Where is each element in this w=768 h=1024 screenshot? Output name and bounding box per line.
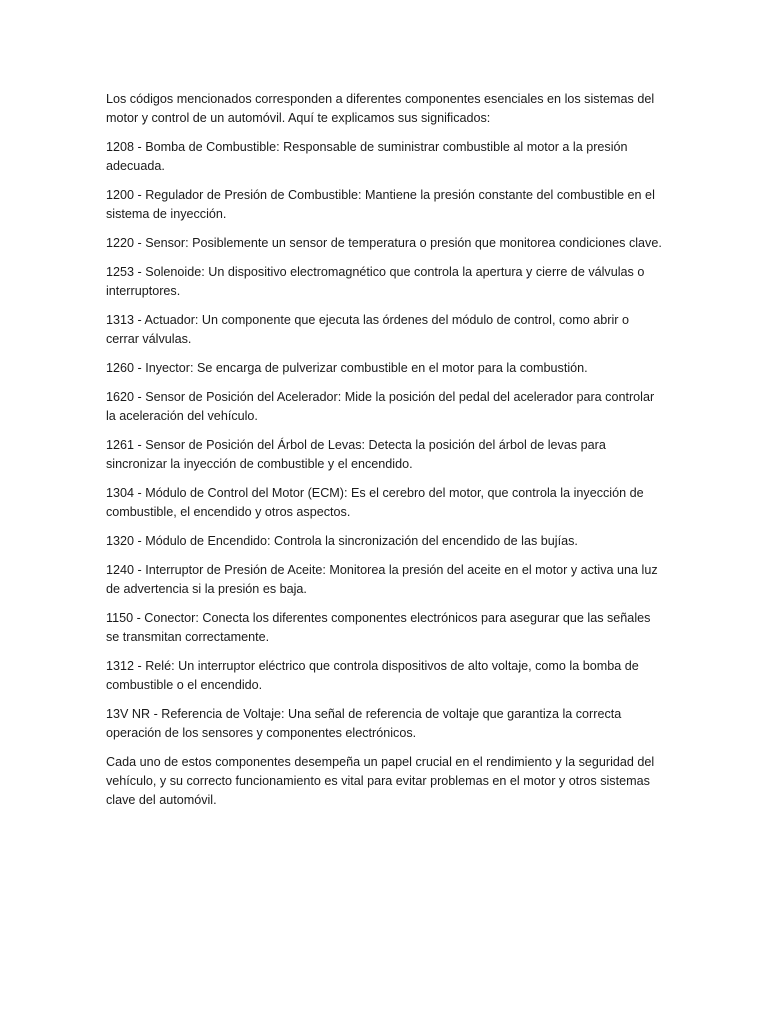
code-1304-paragraph: 1304 - Módulo de Control del Motor (ECM): Es el cerebro del motor, que controla la inyección de combustible, el encendido y otros aspectos. bbox=[106, 486, 644, 519]
code-1313-paragraph: 1313 - Actuador: Un componente que ejecuta las órdenes del módulo de control, como abrir o cerrar válvulas. bbox=[106, 313, 629, 346]
code-1208-paragraph: 1208 - Bomba de Combustible: Responsable de suministrar combustible al motor a la presión adecuada. bbox=[106, 140, 628, 173]
code-1240-paragraph: 1240 - Interruptor de Presión de Aceite: Monitorea la presión del aceite en el motor y activa una luz de advertencia si la presión es baja. bbox=[106, 563, 658, 596]
conclusion-paragraph: Cada uno de estos componentes desempeña un papel crucial en el rendimiento y la seguridad del vehículo, y su correcto funcionamiento es vital para evitar problemas en el motor y otros sistemas clave del automóvil. bbox=[106, 755, 655, 807]
code-1320-paragraph: 1320 - Módulo de Encendido: Controla la sincronización del encendido de las bujías. bbox=[106, 534, 578, 548]
code-1312-paragraph: 1312 - Relé: Un interruptor eléctrico que controla dispositivos de alto voltaje, como la bomba de combustible o el encendido. bbox=[106, 659, 639, 692]
code-1150-paragraph: 1150 - Conector: Conecta los diferentes componentes electrónicos para asegurar que las señales se transmitan correctamente. bbox=[106, 611, 651, 644]
document-page bbox=[106, 90, 662, 820]
code-13v-nr-paragraph: 13V NR - Referencia de Voltaje: Una señal de referencia de voltaje que garantiza la correcta operación de los sensores y componentes electrónicos. bbox=[106, 707, 622, 740]
code-1200-paragraph: 1200 - Regulador de Presión de Combustible: Mantiene la presión constante del combustible en el sistema de inyección. bbox=[106, 188, 655, 221]
intro-paragraph: Los códigos mencionados corresponden a diferentes componentes esenciales en los sistemas del motor y control de un automóvil. Aquí te explicamos sus significados: bbox=[106, 92, 655, 125]
code-1620-paragraph: 1620 - Sensor de Posición del Acelerador: Mide la posición del pedal del acelerador para controlar la aceleración del vehículo. bbox=[106, 390, 655, 423]
code-1260-paragraph: 1260 - Inyector: Se encarga de pulverizar combustible en el motor para la combustión. bbox=[106, 361, 588, 375]
code-1220-paragraph: 1220 - Sensor: Posiblemente un sensor de temperatura o presión que monitorea condiciones clave. bbox=[106, 236, 662, 250]
code-1261-paragraph: 1261 - Sensor de Posición del Árbol de Levas: Detecta la posición del árbol de levas para sincronizar la inyección de combustible y el encendido. bbox=[106, 438, 606, 471]
code-1253-paragraph: 1253 - Solenoide: Un dispositivo electromagnético que controla la apertura y cierre de válvulas o interruptores. bbox=[106, 265, 645, 298]
